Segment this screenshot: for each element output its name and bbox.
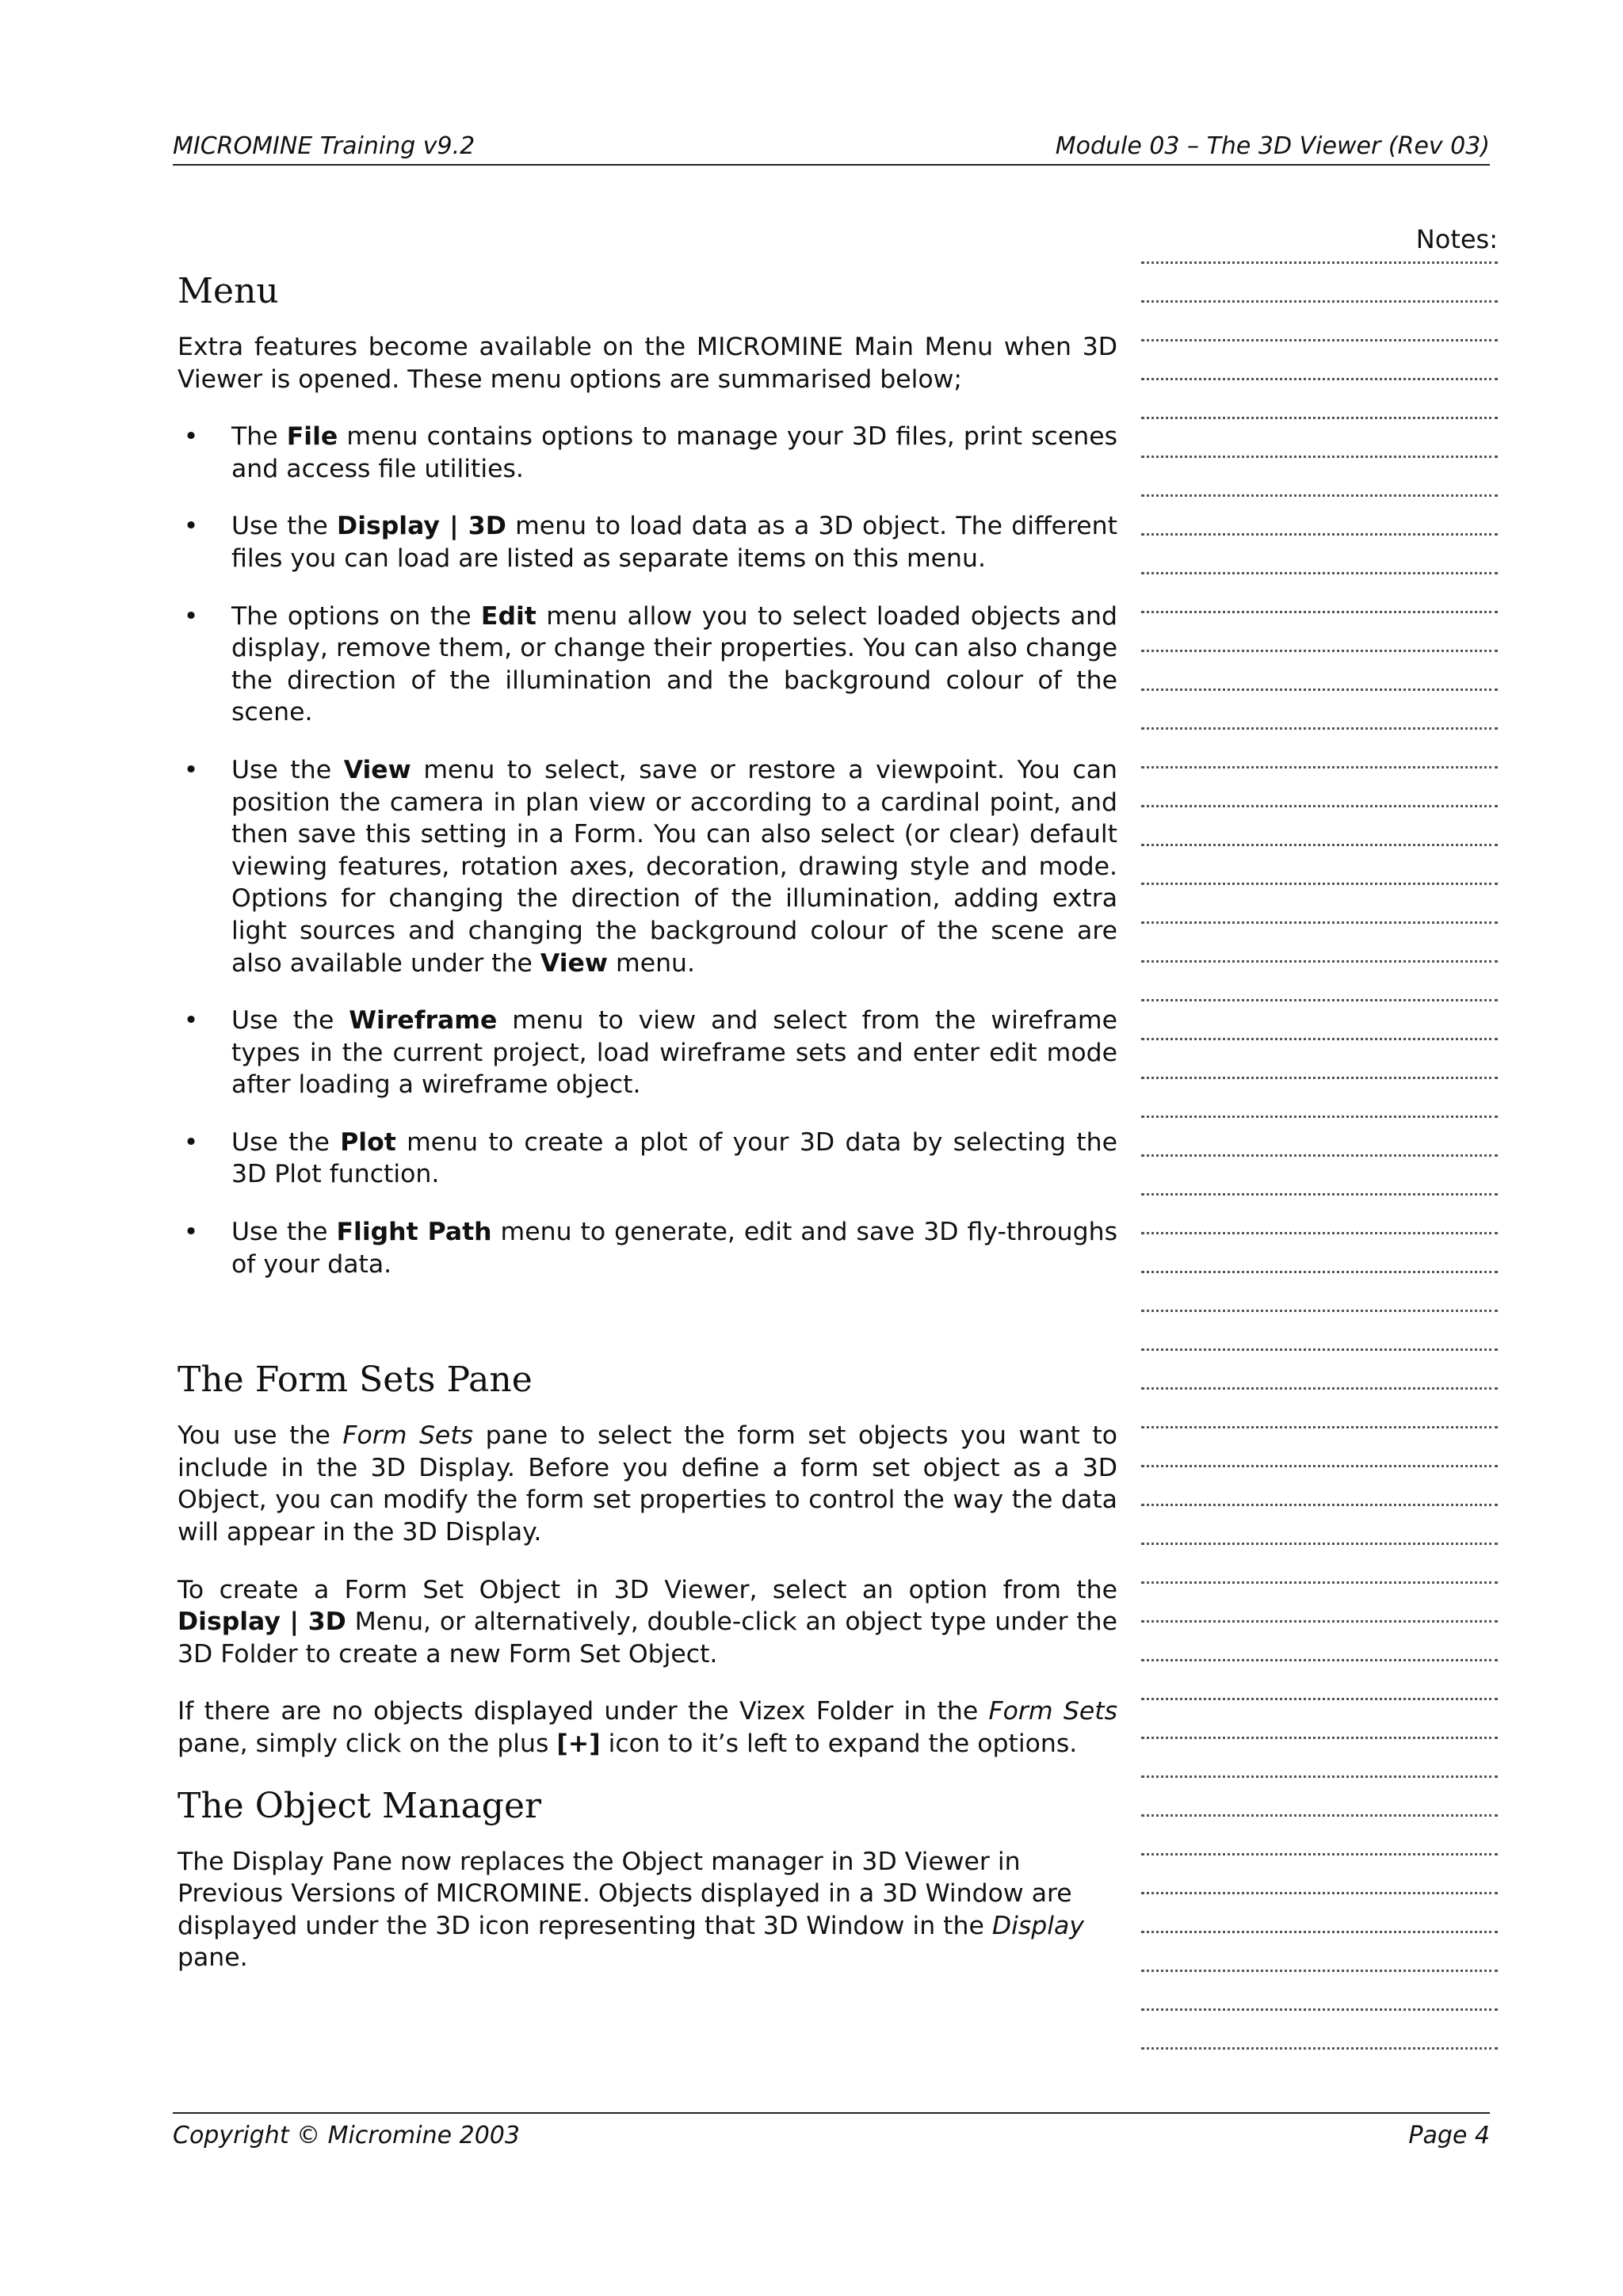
note-line [1141,1387,1498,1390]
note-line [1141,261,1498,264]
note-line [1141,1581,1498,1584]
menu-list-item: • Use the View menu to select, save or restore a viewpoint. You can position the camera in plan view or according to a cardinal point, and then save this setting in a Form. You can also select (or clear) default viewing features, rotation axes, decoration, drawing style and mode. Options for changing the direction of the illumination, adding extra light sources and changing the background colour of the scene are also available under the View menu. [178,754,1117,979]
bullet: • [183,601,199,631]
note-line [1141,1737,1498,1739]
note-line [1141,2047,1498,2050]
note-line [1141,766,1498,769]
menu-list-item: • Use the Flight Path menu to generate, edit and save 3D fly-throughs of your data. [178,1216,1117,1280]
note-line [1141,533,1498,536]
note-line [1141,805,1498,807]
note-line [1141,1193,1498,1196]
note-line [1141,611,1498,613]
note-line [1141,1271,1498,1273]
note-line [1141,921,1498,924]
menu-list-item: • The File menu contains options to manage your 3D files, print scenes and access file utilities. [178,421,1117,485]
note-line [1141,1931,1498,1933]
note-line [1141,300,1498,303]
running-header [173,131,1490,166]
menu-intro: Extra features become available on the MICROMINE Main Menu when 3D Viewer is opened. These menu options are summarised below; [178,333,1117,394]
bullet: • [183,512,199,541]
header-left: MICROMINE Training v9.2 [173,132,475,160]
note-line [1141,1154,1498,1157]
bullet: • [183,1006,199,1035]
note-line [1141,339,1498,341]
note-line [1141,1892,1498,1894]
note-line [1141,1348,1498,1351]
note-line [1141,1116,1498,1118]
note-line [1141,494,1498,497]
main-column [178,269,1117,1974]
notes-column [1141,222,1498,257]
note-line [1141,999,1498,1001]
note-line [1141,960,1498,963]
note-line [1141,1659,1498,1661]
bullet: • [183,1218,199,1247]
note-line [1141,1426,1498,1428]
note-line [1141,1232,1498,1234]
footer-right: Page 4 [1408,2122,1490,2149]
form-sets-paragraph: To create a Form Set Object in 3D Viewer, select an option from the Display | 3D Menu, or alternatively, double-click an object type under the 3D Folder to create a new Form Set Object. [178,1575,1117,1669]
form-sets-paragraph: You use the Form Sets pane to select the form set objects you want to include in the 3D Display. Before you define a form set object as a 3D Object, you can modify the form set properties to control the way the data will appear in the 3D Display. [178,1421,1117,1547]
note-line [1141,1504,1498,1506]
note-line [1141,378,1498,380]
note-line [1141,1620,1498,1623]
note-line [1141,650,1498,652]
note-line [1141,1775,1498,1778]
header-right: Module 03 – The 3D Viewer (Rev 03) [1055,132,1490,160]
note-line [1141,883,1498,885]
note-line [1141,1814,1498,1817]
note-line [1141,1853,1498,1855]
bullet: • [183,422,199,452]
note-line [1141,1465,1498,1467]
menu-list-item: • Use the Wireframe menu to view and select from the wireframe types in the current project, load wireframe sets and enter edit mode after loading a wireframe object. [178,1005,1117,1101]
object-manager-heading: The Object Manager [178,1785,542,1826]
notes-label: Notes: [1415,224,1498,254]
note-line [1141,1543,1498,1545]
menu-heading: Menu [178,271,279,311]
object-manager-paragraph: The Display Pane now replaces the Object manager in 3D Viewer in Previous Versions of MICROMINE. Objects displayed in a 3D Window are displayed under the 3D icon representing that 3D Window in the Display pane. [178,1847,1085,1973]
menu-list [178,421,1117,1280]
note-line [1141,2008,1498,2011]
note-line [1141,1698,1498,1700]
footer-left: Copyright © Micromine 2003 [173,2122,520,2149]
note-line [1141,688,1498,691]
note-line [1141,1077,1498,1079]
note-line [1141,456,1498,458]
menu-list-item: • Use the Display | 3D menu to load data as a 3D object. The different files you can load are listed as separate items on this menu. [178,510,1117,574]
menu-list-item: • The options on the Edit menu allow you to select loaded objects and display, remove them, or change their properties. You can also change the direction of the illumination and the background colour of the scene. [178,601,1117,729]
note-line [1141,844,1498,846]
form-sets-heading: The Form Sets Pane [178,1360,533,1401]
note-line [1141,417,1498,419]
form-sets-paragraph: If there are no objects displayed under the Vizex Folder in the Form Sets pane, simply click on the plus [+] icon to it’s left to expand the options. [178,1697,1117,1758]
note-line [1141,727,1498,730]
note-line [1141,572,1498,574]
note-line [1141,1038,1498,1040]
menu-list-item: • Use the Plot menu to create a plot of your 3D data by selecting the 3D Plot function. [178,1127,1117,1191]
note-line [1141,1310,1498,1312]
note-line [1141,1970,1498,1972]
bullet: • [183,1127,199,1157]
bullet: • [183,755,199,784]
running-footer [173,2112,1490,2152]
